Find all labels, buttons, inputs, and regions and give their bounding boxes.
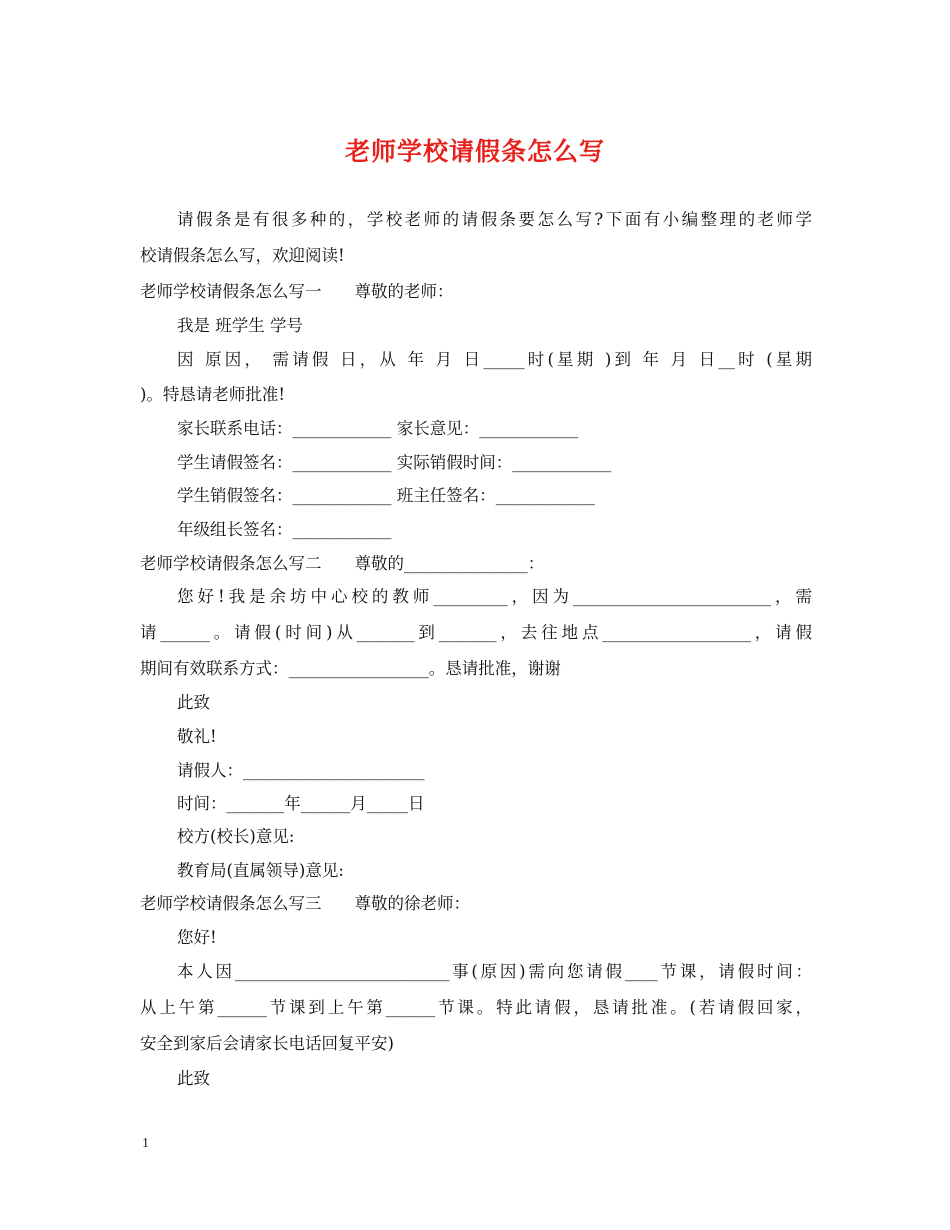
form-row-return: 学生销假签名：____________ 班主任签名：____________	[177, 486, 595, 505]
section-2-line: 期间有效联系方式：_________________。恳请批准，谢谢	[140, 659, 561, 678]
signature-line: 请假人：______________________	[177, 761, 425, 780]
section-3-line: 安全到家后会请家长电话回复平安)	[140, 1034, 394, 1053]
date-line: 时间：_______年______月_____日	[177, 794, 425, 813]
section-1-line: 因 原因， 需请假 日，从 年 月 日_____时(星期 )到 年 月 日__时 (星期	[177, 350, 812, 369]
bureau-opinion-line: 教育局(直属领导)意见:	[177, 861, 344, 880]
section-1-line: 我是 班学生 学号	[177, 316, 303, 335]
section-1-line: )。特恳请老师批准!	[140, 385, 286, 404]
page-number: 1	[142, 1136, 149, 1151]
closing-jing-li: 敬礼!	[177, 727, 217, 746]
section-2-heading: 老师学校请假条怎么写二 尊敬的_______________：	[140, 554, 545, 573]
section-1-heading: 老师学校请假条怎么写一 尊敬的老师：	[140, 282, 454, 301]
section-3-line: 本人因__________________________事(原因)需向您请假____节课，请假时间：	[177, 962, 812, 981]
form-row-student: 学生请假签名：____________ 实际销假时间：____________	[177, 453, 612, 472]
closing-ci-zhi: 此致	[177, 693, 210, 712]
form-row-grade-leader: 年级组长签名：____________	[177, 520, 392, 539]
section-3-line: 您好!	[177, 928, 217, 947]
intro-line-1: 请假条是有很多种的，学校老师的请假条要怎么写?下面有小编整理的老师学	[177, 210, 812, 229]
section-2-line: 请______。请假(时间)从_______到_______，去往地点__________________，请假	[140, 623, 812, 642]
intro-line-2: 校请假条怎么写，欢迎阅读!	[140, 246, 345, 265]
section-3-heading: 老师学校请假条怎么写三 尊敬的徐老师：	[140, 894, 470, 913]
document-title: 老师学校请假条怎么写	[344, 137, 605, 166]
closing-ci-zhi: 此致	[177, 1069, 210, 1088]
form-row-parent: 家长联系电话：____________ 家长意见：____________	[177, 419, 579, 438]
section-2-line: 您好!我是余坊中心校的教师_________，因为________________________，需	[177, 587, 812, 606]
section-3-line: 从上午第______节课到上午第______节课。特此请假，恳请批准。(若请假回家，	[140, 998, 812, 1017]
school-opinion-line: 校方(校长)意见:	[177, 827, 295, 846]
